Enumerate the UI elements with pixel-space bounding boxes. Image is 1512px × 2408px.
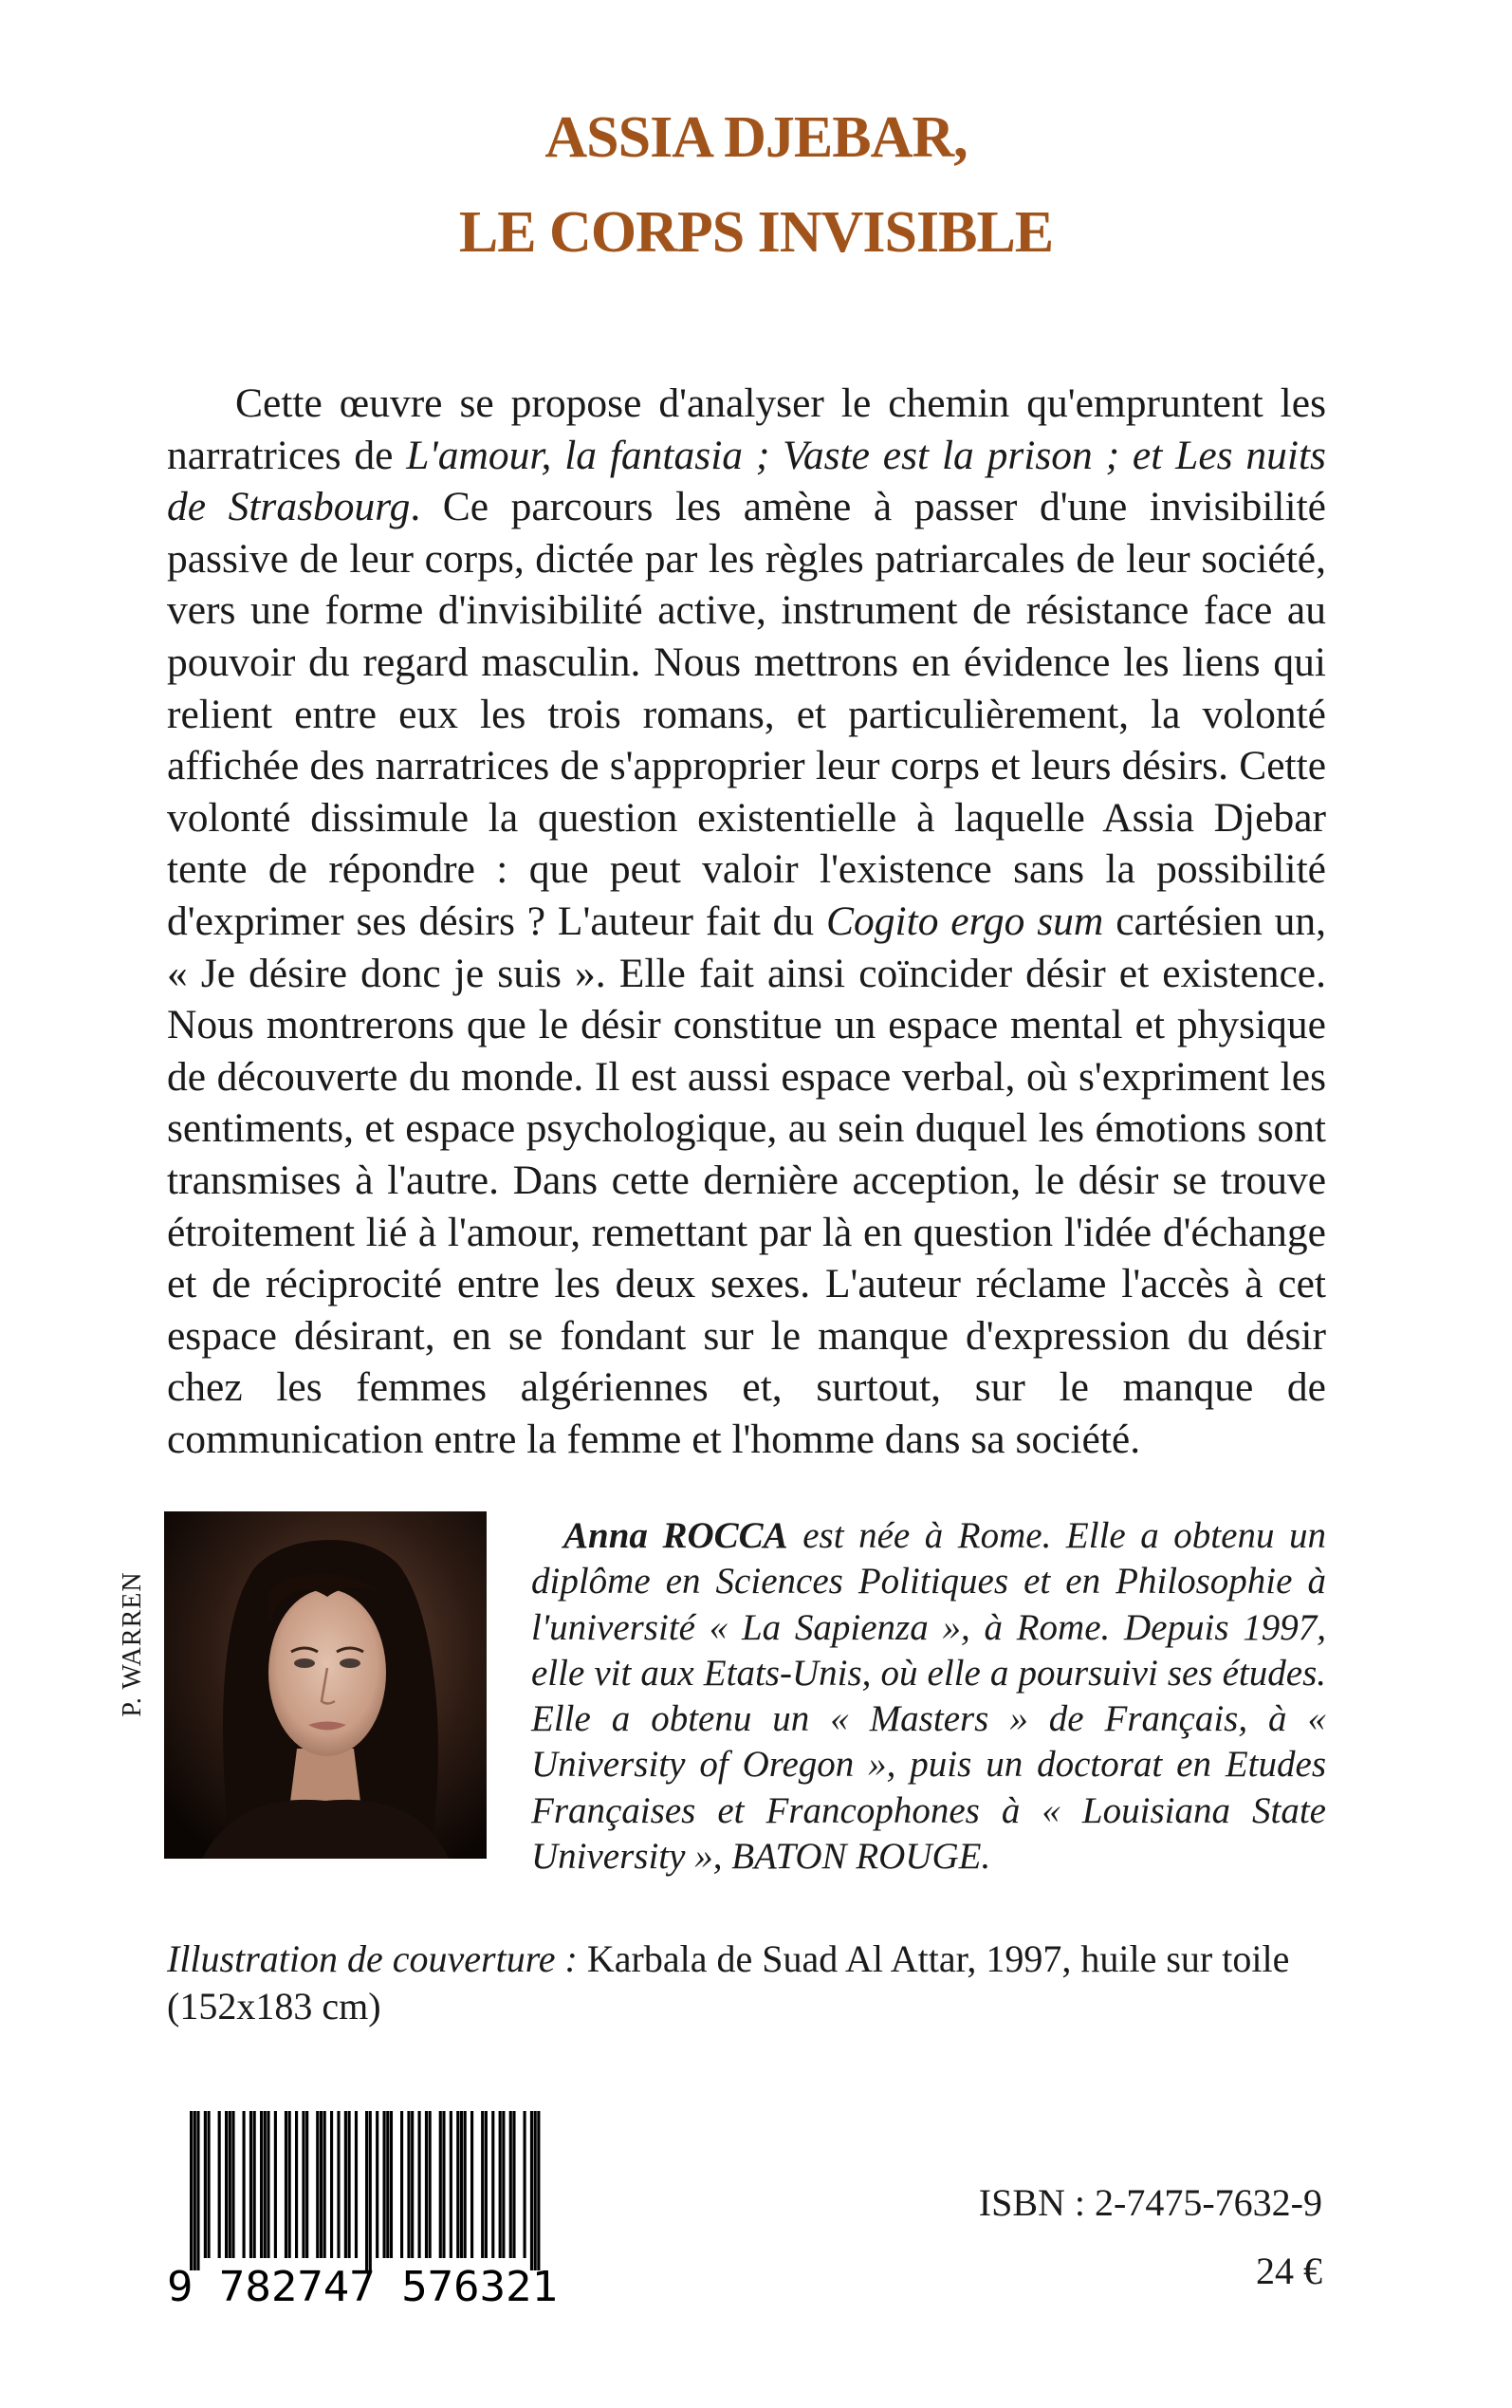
summary-intro: Cette œuvre se propose d'analyser le chemin qu'empruntent les narratrices de [167,380,1326,478]
barcode-bar [288,2111,291,2258]
barcode-bar [348,2111,351,2258]
barcode-bar [249,2111,252,2258]
barcode-bar [485,2111,488,2258]
barcode-bar [439,2111,442,2258]
title-line-2: LE CORPS INVISIBLE [458,200,1054,265]
barcode-bar [386,2111,389,2258]
barcode-bar [285,2111,287,2258]
isbn-number: ISBN : 2-7475-7632-9 [978,2181,1322,2224]
barcode-bar [460,2111,463,2258]
barcode-bar [429,2111,432,2258]
back-cover-summary [167,378,1326,1465]
barcode-bar [456,2111,459,2258]
price: 24 € [1256,2250,1322,2292]
barcode-bar [337,2111,340,2258]
author-bio-text: est née à Rome. Elle a obtenu un diplôme en Sciences Politiques et en Philosophie à l'université « La Sapienza », à Rome. Depuis 1997, elle vit aux Etats-Unis, où elle a poursuivi ses études. Elle a obtenu un « Masters » de Français, à « University of Oregon », puis un doctorat en Etudes Françaises et Francophones à « Louisiana State University », BATON ROUGE. [531,1515,1327,1878]
summary-works-titles: L'amour, la fantasia ; Vaste est la prison ; et Les nuits de Strasbourg [167,432,1326,530]
barcode-bar [320,2111,323,2258]
barcode-bar [196,2111,199,2270]
barcode-bar [481,2111,484,2258]
barcode-bar [330,2111,333,2258]
barcode-bar [344,2111,347,2258]
barcode-bar [369,2111,372,2270]
cover-illustration-label: Illustration de couverture : [167,1937,578,1980]
author-bio [531,1513,1326,1880]
barcode-bar [524,2111,526,2258]
barcode-bar [407,2111,410,2258]
barcode-bar [204,2111,207,2258]
barcode-bar [534,2111,537,2270]
barcode-bar [464,2111,467,2258]
barcode-bar [365,2111,368,2270]
barcode-bar [383,2111,386,2258]
summary-cogito: Cogito ergo sum [826,898,1104,944]
barcode-bar [225,2111,228,2258]
author-bio-paragraph [531,1513,1326,1880]
barcode-bar [502,2111,505,2258]
cover-illustration-text: Karbala de Suad Al Attar, 1997, huile sur toile (152x183 cm) [167,1937,1290,2028]
barcode-graphic [163,2111,562,2310]
barcode-bar [194,2111,196,2270]
photo-credit-text: P. WARREN [118,1571,147,1717]
barcode-bar [425,2111,428,2258]
barcode-digits: 9 782747 576321 [167,2263,558,2310]
author-name: Anna ROCCA [563,1515,788,1556]
barcode-bar [470,2111,473,2258]
author-portrait [164,1511,487,1859]
barcode-bar [302,2111,304,2258]
barcode-bar [376,2111,378,2258]
photo-credit [114,1516,152,1772]
barcode-bar [231,2111,234,2258]
barcode-bar [323,2111,326,2258]
barcode-bar [355,2111,358,2258]
barcode-bar [509,2111,512,2258]
barcode-bar [400,2111,403,2258]
barcode-bar [229,2111,231,2258]
barcode-bar [243,2111,246,2258]
summary-middle: . Ce parcours les amène à passer d'une invisibilité passive de leur corps, dictée par les règles patriarcales de leur société, vers une forme d'invisibilité active, instrument de résistance face au pouvoir du regard masculin. Nous mettrons en évidence les liens qui relient entre eux les trois romans, et particulièrement, la volonté affichée des narratrices de s'approprier leur corps et leurs désirs. Cette volonté dissimule la question existentielle à laquelle Assia Djebar tente de répondre : que peut valoir l'existence sans la possibilité d'exprimer ses désirs ? L'auteur fait du [167,484,1326,944]
barcode-bar [253,2111,256,2258]
summary-paragraph [167,378,1326,1465]
barcode-bar [295,2111,298,2258]
isbn-barcode [163,2111,562,2310]
barcode-bar [218,2111,221,2258]
barcode-bar [530,2111,533,2270]
barcode-bar [190,2111,193,2270]
barcode-bar [418,2111,421,2258]
barcode-bar [491,2111,494,2258]
barcode-bar [260,2111,263,2258]
author-portrait-illustration [164,1511,487,1859]
barcode-bar [450,2111,452,2258]
barcode-bar [411,2111,414,2258]
summary-end: cartésien un, « Je désire donc je suis ». Elle fait ainsi coïncider désir et existence. Nous montrerons que le désir constitue un espace mental et physique de découverte du monde. Il est aussi espace verbal, où s'expriment les sentiments, et espace psychologique, au sein duquel les émotions sont transmises à l'autre. Dans cette dernière acception, le désir se trouve étroitement lié à l'amour, remettant par là en question l'idée d'échange et de réciprocité entre les deux sexes. L'auteur réclame l'accès à cet espace désirant, en se fondant sur le manque d'expression du désir chez les femmes algériennes et, surtout, sur le manque de communication entre la femme et l'homme dans sa société. [167,898,1326,1462]
barcode-bar [537,2111,540,2270]
title-line-1: ASSIA DJEBAR, [544,105,968,170]
barcode-bar [390,2111,393,2258]
barcode-bar [274,2111,277,2258]
barcode-bar [305,2111,308,2258]
cover-illustration-credit [167,1936,1326,2030]
barcode-bar [499,2111,502,2258]
barcode-bar [267,2111,269,2258]
barcode-bar [442,2111,445,2258]
barcode-bar [264,2111,267,2258]
barcode-bar [208,2111,211,2258]
barcode-bar [316,2111,319,2258]
barcode-bar [512,2111,515,2258]
